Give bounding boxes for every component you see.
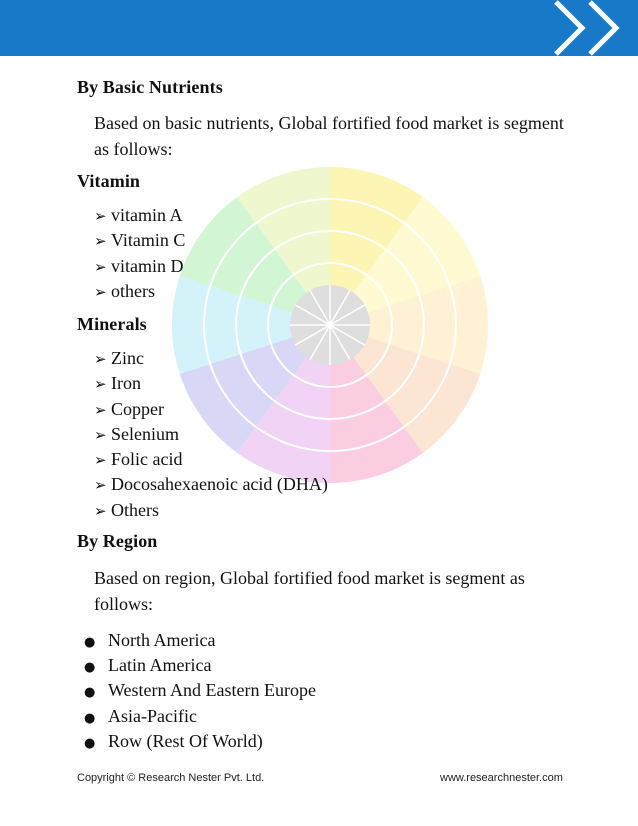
list-item (84, 629, 316, 654)
arrow-bullet-icon: ➢ (94, 350, 107, 368)
list-item-label: vitamin A (111, 205, 183, 225)
list-item-label: Zinc (111, 348, 144, 368)
arrow-bullet-icon: ➢ (94, 425, 107, 444)
list-item (94, 447, 328, 472)
minerals-list (94, 346, 328, 523)
list-item (94, 498, 328, 523)
region-list (84, 629, 316, 755)
list-item (84, 730, 316, 755)
arrow-bullet-icon: ➢ (94, 207, 107, 225)
list-item-label: Vitamin C (111, 230, 186, 251)
list-item (94, 397, 328, 422)
list-item-label: North America (108, 630, 216, 650)
arrow-bullet-icon: ➢ (94, 476, 107, 495)
list-item-label: Latin America (108, 655, 212, 676)
arrow-bullet-icon: ➢ (94, 400, 107, 419)
list-item (84, 679, 316, 704)
list-item (94, 254, 185, 279)
list-item-label: Docosahexaenoic acid (DHA) (111, 474, 328, 495)
arrow-bullet-icon: ➢ (94, 501, 107, 520)
list-item (84, 654, 316, 679)
list-item-label: Row (Rest Of World) (108, 730, 263, 751)
arrow-bullet-icon: ➢ (94, 232, 107, 251)
dot-bullet-icon: ● (84, 710, 96, 726)
list-item (94, 228, 185, 253)
section-heading-vitamin: Vitamin (77, 171, 141, 191)
dot-bullet-icon: ● (84, 685, 96, 701)
arrow-bullet-icon: ➢ (94, 257, 107, 276)
list-item-label: Folic acid (111, 449, 183, 470)
list-item-label: Copper (111, 398, 164, 419)
list-item (84, 705, 316, 730)
list-item (94, 371, 328, 396)
basic-nutrients-intro: Based on basic nutrients, Global fortified food market is segment as follows: (94, 113, 564, 159)
region-intro: Based on region, Global fortified food market is segment as follows: (94, 568, 525, 614)
dot-bullet-icon: ● (84, 660, 96, 676)
list-item-label: Western And Eastern Europe (108, 680, 316, 701)
footer-copyright: Copyright © Research Nester Pvt. Ltd. (77, 772, 265, 784)
list-item (94, 422, 328, 447)
section-heading-region: By Region (77, 531, 158, 551)
arrow-bullet-icon: ➢ (94, 375, 107, 394)
list-item-label: vitamin D (111, 255, 184, 276)
section-heading-basic-nutrients: By Basic Nutrients (77, 77, 223, 97)
arrow-bullet-icon: ➢ (94, 451, 107, 470)
list-item-label: others (111, 280, 155, 301)
list-item-label: Selenium (111, 423, 179, 444)
dot-bullet-icon: ● (84, 635, 96, 650)
list-item (94, 279, 185, 304)
list-item-label: Others (111, 499, 159, 520)
list-item-label: Asia-Pacific (108, 705, 197, 726)
footer-website[interactable]: www.researchnester.com (440, 772, 563, 784)
arrow-bullet-icon: ➢ (94, 282, 107, 301)
section-heading-minerals: Minerals (77, 314, 147, 334)
list-item-label: Iron (111, 373, 141, 394)
dot-bullet-icon: ● (84, 735, 96, 751)
vitamin-list (94, 203, 185, 304)
list-item (94, 346, 328, 371)
list-item (94, 203, 185, 228)
list-item (94, 472, 328, 497)
